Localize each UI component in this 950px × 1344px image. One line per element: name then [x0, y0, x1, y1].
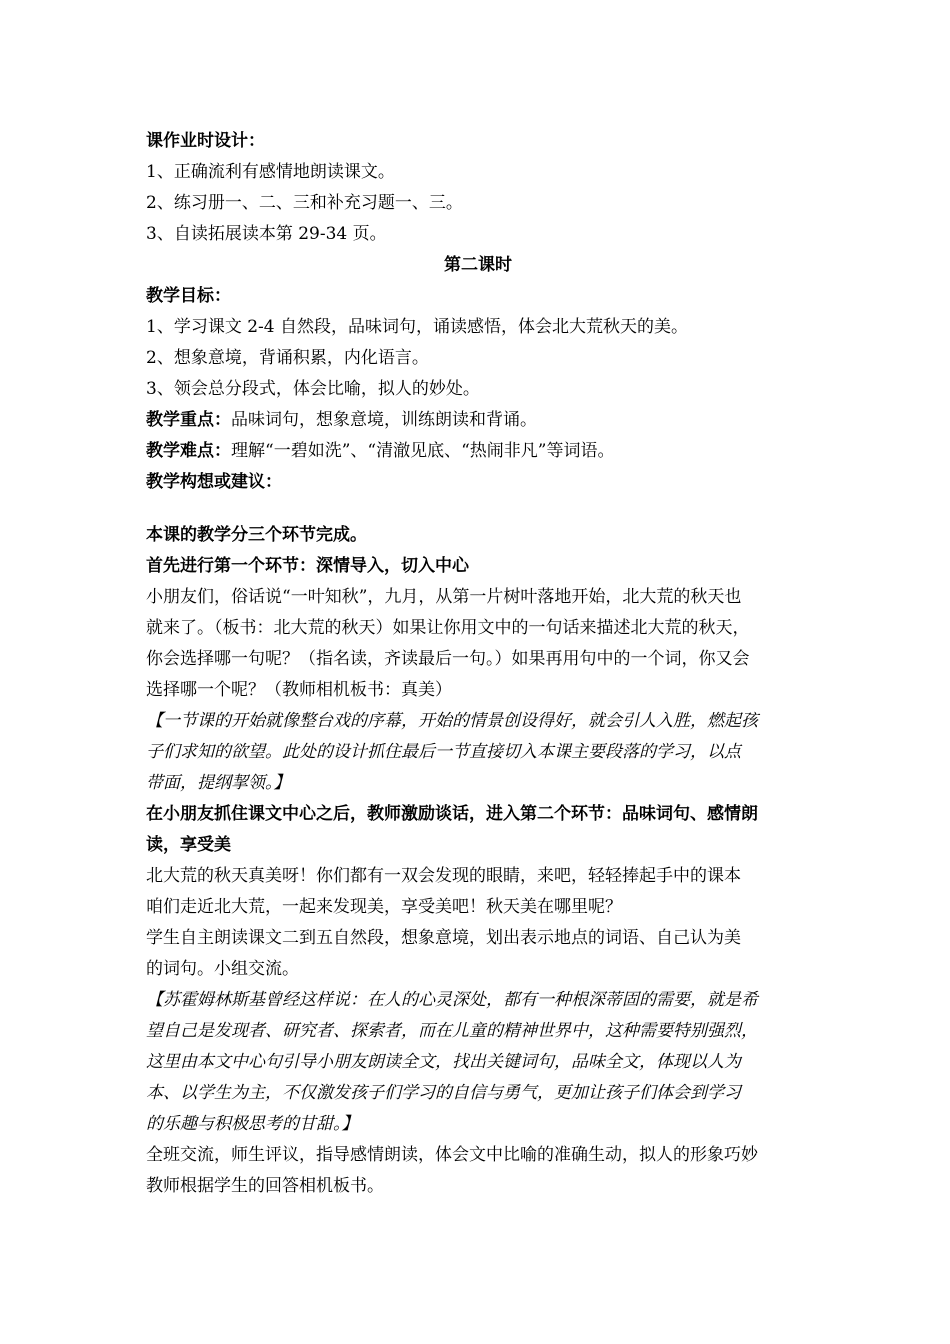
step3-line: 全班交流，师生评议，指导感情朗读，体会文中比喻的准确生动，拟人的形象巧妙	[146, 1145, 758, 1165]
note2-line: 望自己是发现者、研究者、探索者，而在儿童的精神世界中，这种需要特别强烈，	[146, 1021, 758, 1041]
body-section	[146, 520, 810, 1202]
note2-line: 这里由本文中心句引导小朋友朗读全文，找出关键词句，品味全文，体现以人为	[146, 1052, 741, 1072]
difficult-points	[146, 436, 810, 467]
step2-line: 的词句。小组交流。	[146, 959, 299, 979]
homework-item: 1、正确流利有感情地朗读课文。	[146, 162, 395, 182]
homework-item: 3、自读拓展读本第 29-34 页。	[146, 224, 387, 244]
goals-section	[146, 281, 810, 498]
step2-heading-line: 在小朋友抓住课文中心之后，教师激励谈话，进入第二个环节：品味词句、感情朗	[146, 804, 758, 824]
homework-item: 2、练习册一、二、三和补充习题一、三。	[146, 193, 463, 213]
note1-line: 【一节课的开始就像整台戏的序幕，开始的情景创设得好，就会引人入胜，燃起孩	[146, 711, 758, 731]
note2-line: 本、以学生为主，不仅激发孩子们学习的自信与勇气，更加让孩子们体会到学习	[146, 1083, 741, 1103]
key-points	[146, 405, 810, 436]
step1-heading: 首先进行第一个环节：深情导入，切入中心	[146, 556, 469, 576]
goal-item: 1、学习课文 2-4 自然段，品味词句，诵读感悟，体会北大荒秋天的美。	[146, 317, 688, 337]
step1-line: 你会选择哪一句呢？（指名读，齐读最后一句。）如果再用句中的一个词，你又会	[146, 649, 750, 669]
note2-line: 的乐趣与积极思考的甘甜。】	[146, 1114, 359, 1134]
ideas-heading: 教学构想或建议：	[146, 472, 282, 492]
goal-item: 2、想象意境，背诵积累，内化语言。	[146, 348, 429, 368]
step2-line: 咱们走近北大荒，一起来发现美，享受美吧！秋天美在哪里呢？	[146, 897, 622, 917]
note1-line: 带面，提纲挈领。】	[146, 773, 291, 793]
difficulty-text: 理解“一碧如洗”、“清澈见底、“热闹非凡”等词语。	[231, 441, 615, 461]
step1-line: 选择哪一个呢？（教师相机板书：真美）	[146, 680, 452, 700]
step2-line: 学生自主朗读课文二到五自然段，想象意境，划出表示地点的词语、自己认为美	[146, 928, 741, 948]
step3-line: 教师根据学生的回答相机板书。	[146, 1176, 384, 1196]
step1-line: 小朋友们，俗话说“一叶知秋”，九月，从第一片树叶落地开始，北大荒的秋天也	[146, 587, 742, 607]
step2-heading-line: 读，享受美	[146, 835, 231, 855]
intro-line: 本课的教学分三个环节完成。	[146, 525, 367, 545]
key-text: 品味词句，想象意境，训练朗读和背诵。	[231, 410, 537, 430]
goals-heading: 教学目标：	[146, 286, 231, 306]
step2-line: 北大荒的秋天真美呀！你们都有一双会发现的眼睛，来吧，轻轻捧起手中的课本	[146, 866, 741, 886]
step1-line: 就来了。（板书：北大荒的秋天）如果让你用文中的一句话来描述北大荒的秋天，	[146, 618, 750, 638]
homework-section	[146, 126, 810, 250]
note1-line: 子们求知的欲望。此处的设计抓住最后一节直接切入本课主要段落的学习，以点	[146, 742, 741, 762]
homework-heading: 课作业时设计：	[146, 131, 265, 151]
goal-item: 3、领会总分段式，体会比喻，拟人的妙处。	[146, 379, 480, 399]
difficulty-label: 教学难点：	[146, 441, 231, 461]
note2-line: 【苏霍姆林斯基曾经这样说：在人的心灵深处，都有一种根深蒂固的需要，就是希	[146, 990, 758, 1010]
key-label: 教学重点：	[146, 410, 231, 430]
lesson-title: 第二课时	[444, 255, 512, 275]
